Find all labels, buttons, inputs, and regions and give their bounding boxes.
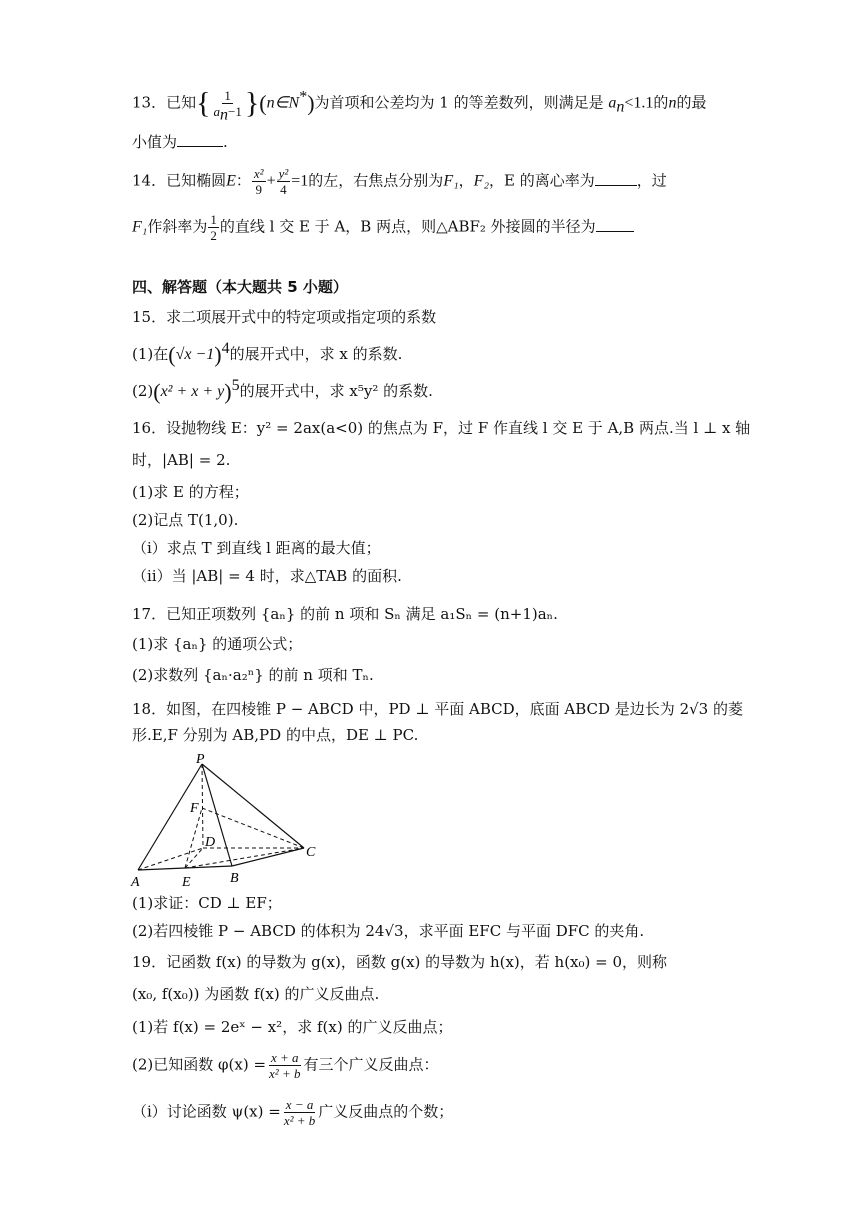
q15-part2: $(2)(x^2 + x + y)^5$的展开式中，求 x⁵y² 的系数.: [132, 377, 433, 404]
answer-blank[interactable]: [596, 230, 634, 232]
q16-line1: 16．设抛物线 E：y² = 2ax(a<0) 的焦点为 F，过 F 作直线 l 交 E 于 A,B 两点.当 l ⊥ x 轴: [132, 419, 751, 437]
edge-BC: [232, 848, 304, 866]
edge-PD: [202, 764, 203, 848]
q15-title: 15．求二项展开式中的特定项或指定项的系数: [132, 308, 437, 326]
q14-slope-fraction: $\frac{1}{2}$: [210, 212, 217, 243]
q18-part2: (2)若四棱锥 P − ABCD 的体积为 24√3，求平面 EFC 与平面 DFC 的夹角.: [132, 922, 645, 940]
segment-FC: [202, 808, 304, 848]
label-B: B: [230, 871, 239, 886]
q19-part1: (1)若 f(x) = 2eˣ − x²，求 f(x) 的广义反曲点；: [132, 1018, 453, 1036]
answer-blank[interactable]: [177, 145, 223, 147]
q16-part2-ii: （ⅱ）当 |AB| = 4 时，求△TAB 的面积.: [132, 567, 402, 585]
q16-part1: (1)求 E 的方程；: [132, 483, 249, 501]
answer-blank[interactable]: [595, 184, 637, 186]
q19-part2-i: （ⅰ）讨论函数 ψ(x) = $\frac{x - a}{\text{x² + b}}$ 广义反曲点的个数；: [132, 1097, 454, 1128]
q19-line1: 19．记函数 f(x) 的导数为 g(x)，函数 g(x) 的导数为 h(x)，若 h(x₀) = 0，则称: [132, 953, 668, 971]
q13-line2: 小值为 .: [132, 133, 228, 151]
label-C: C: [306, 845, 316, 860]
q16-part2: (2)记点 T(1,0).: [132, 511, 239, 529]
q14-fraction-x: $\frac{\text{x²}}{9}$: [253, 166, 264, 197]
q17-part2: (2)求数列 {aₙ·a₂ⁿ} 的前 n 项和 Tₙ.: [132, 666, 374, 684]
left-brace: {: [196, 86, 211, 120]
label-D: D: [205, 835, 216, 850]
q14-line1: 14．已知椭圆E： $\frac{\text{x²}}{9}$ + $\frac{\text{y²}}{4}$ =1的左，右焦点分别为F₁，F₂，E 的离心率为 ，过: [132, 166, 667, 197]
q19-line2: (x₀, f(x₀)) 为函数 f(x) 的广义反曲点.: [132, 985, 380, 1003]
label-P: P: [196, 752, 205, 767]
q13-condition: n∈N: [266, 94, 300, 112]
q14-line2: F₁作斜率为 $\frac{1}{2}$ 的直线 l 交 E 于 A，B 两点，则△ABF₂ 外接圆的半径为: [132, 212, 634, 243]
q17-line1: 17．已知正项数列 {aₙ} 的前 n 项和 Sₙ 满足 a₁Sₙ = (n+1)aₙ.: [132, 605, 558, 623]
q15-part1: (1)在$(√x -1)^4$的展开式中，求 x 的系数.: [132, 340, 403, 367]
psi-fraction: $\frac{x - a}{\text{x² + b}}$: [283, 1097, 316, 1128]
q17-part1: (1)求 {aₙ} 的通项公式；: [132, 635, 303, 653]
phi-fraction: $\frac{x + a}{\text{x² + b}}$: [269, 1050, 301, 1081]
segment-EF: [185, 808, 202, 868]
q13-fraction: $\frac{1}{a_n-1}$: [213, 88, 242, 124]
q13-number: 13．已知: [132, 93, 197, 112]
q14-fraction-y: $\frac{\text{y²}}{4}$: [278, 166, 289, 197]
edge-PA: [138, 764, 202, 870]
pyramid-figure: [126, 752, 326, 888]
label-F: F: [190, 801, 199, 816]
q16-line2: 时，|AB| = 2.: [132, 451, 231, 469]
label-E: E: [182, 875, 191, 888]
q18-part1: (1)求证：CD ⊥ EF；: [132, 894, 282, 912]
label-A: A: [131, 875, 140, 888]
q18-line1: 18．如图，在四棱锥 P − ABCD 中，PD ⊥ 平面 ABCD，底面 ABCD 是边长为 2√3 的菱: [132, 700, 743, 718]
segment-EC: [185, 848, 304, 868]
right-brace: }: [244, 86, 260, 120]
edge-PB: [202, 764, 232, 866]
edge-PC: [202, 764, 304, 848]
q18-line2: 形.E,F 分别为 AB,PD 的中点，DE ⊥ PC.: [132, 726, 419, 744]
q19-part2: (2)已知函数 φ(x) = $\frac{x + a}{\text{x² + b}}$ 有三个广义反曲点：: [132, 1050, 439, 1081]
q16-part2-i: （ⅰ）求点 T 到直线 l 距离的最大值；: [132, 539, 381, 557]
section-heading: 四、解答题（本大题共 5 小题）: [132, 278, 348, 296]
q13-line1: 13．已知{ $\frac{1}{a_n-1}$ }(n∈N*)为首项和公差均为 1 的等差数列，则满足是 $a_n<1.1$的n的最: [132, 86, 707, 124]
